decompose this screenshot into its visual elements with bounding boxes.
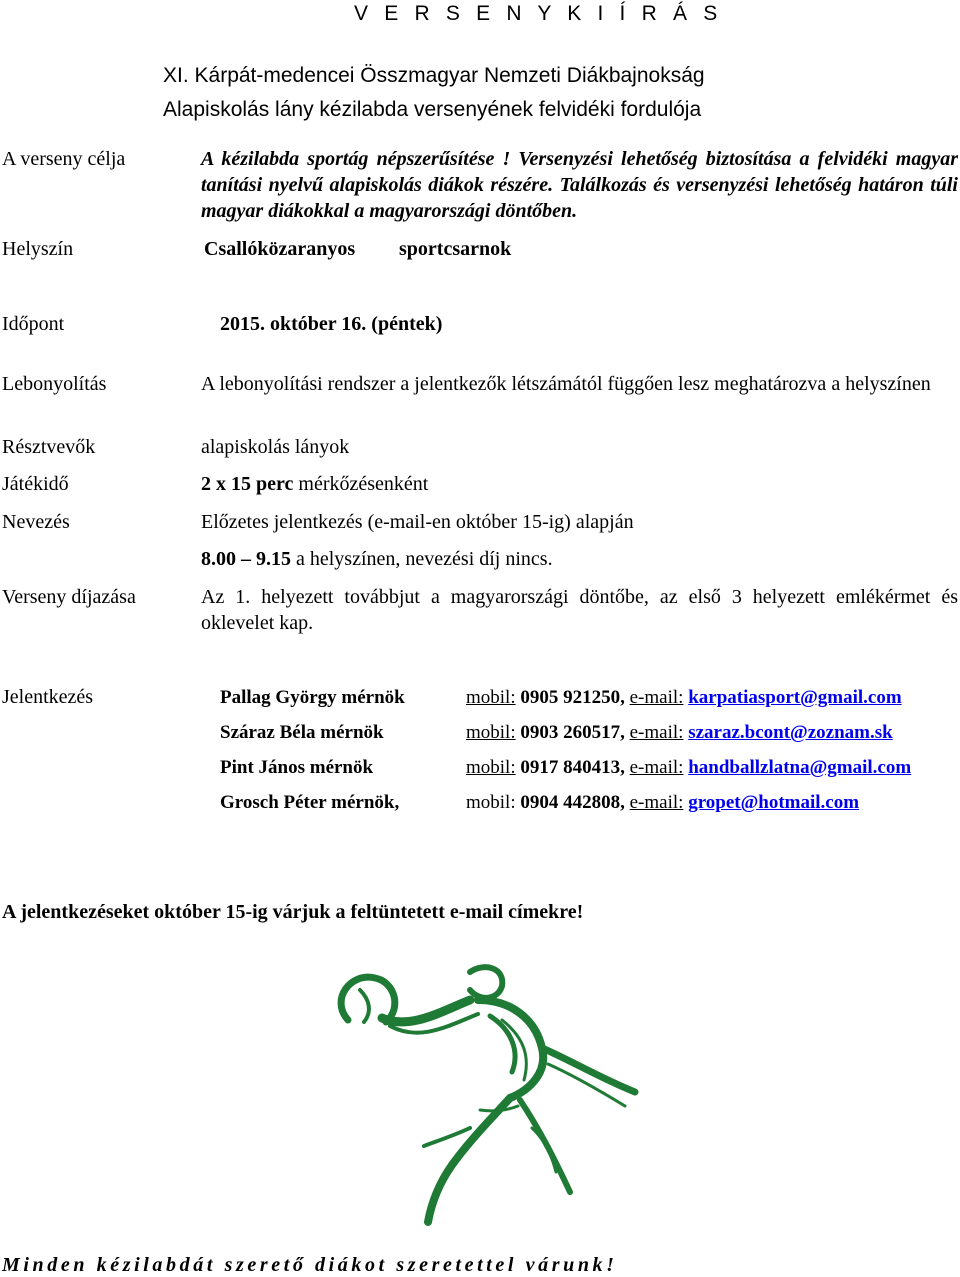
contact-email-link[interactable]: gropet@hotmail.com [688, 792, 860, 813]
participants-label: Résztvevők [2, 436, 96, 458]
playtime-unit: mérkőzésenként [293, 473, 429, 495]
contact-info [466, 722, 893, 744]
entry-label: Nevezés [2, 511, 70, 533]
contact-phone: 0905 921250, [520, 687, 625, 708]
contact-name: Száraz Béla mérnök [220, 722, 384, 743]
contact-info [466, 792, 859, 814]
email-label: e-mail: [629, 722, 684, 743]
contact-email-link[interactable]: karpatiasport@gmail.com [688, 687, 902, 708]
contact-info [466, 687, 902, 709]
prizes-label: Verseny díjazása [2, 586, 136, 608]
format-label: Lebonyolítás [2, 373, 107, 395]
goal-label: A verseny célja [2, 148, 126, 170]
date-label: Időpont [2, 313, 65, 335]
venue-building: sportcsarnok [399, 238, 512, 260]
email-label: e-mail: [629, 757, 684, 778]
playtime-value [201, 473, 428, 496]
mobil-label: mobil: [466, 757, 516, 778]
contact-name: Pint János mérnök [220, 757, 374, 778]
entry-text: Előzetes jelentkezés (e-mail-en október 15-ig) alapján [201, 511, 634, 533]
contact-name: Grosch Péter mérnök, [220, 792, 400, 813]
date-value: 2015. október 16. (péntek) [220, 313, 443, 335]
closing-invitation: Minden kézilabdát szerető diákot szeretettel várunk! [2, 1254, 618, 1276]
entry-time [201, 548, 553, 571]
contact-phone: 0903 260517, [520, 722, 625, 743]
contact-info [466, 757, 911, 779]
event-title: XI. Kárpát-medencei Összmagyar Nemzeti Diákbajnokság [163, 64, 705, 87]
handball-player-logo [320, 960, 650, 1230]
prizes-text: Az 1. helyezett továbbjut a magyarországi döntőbe, az első 3 helyezett emlékérmet és oklevelet kap. [201, 586, 958, 634]
mobil-label: mobil: [466, 722, 516, 743]
venue-label: Helyszín [2, 238, 74, 260]
contact-phone: 0904 442808, [520, 792, 625, 813]
entry-time-note: a helyszínen, nevezési díj nincs. [291, 548, 553, 570]
participants-value: alapiskolás lányok [201, 436, 350, 458]
goal-text: A kézilabda sportág népszerűsítése ! Versenyzési lehetőség biztosítása a felvidéki magyar tanítási nyelvű alapiskolás diákok részére. Találkozás és versenyzési lehetőség határon túli magyar diákokkal a magyarországi döntőben. [201, 148, 958, 222]
venue-place: Csallóközaranyos [204, 238, 356, 260]
mobil-label: mobil: [466, 687, 516, 708]
email-label: e-mail: [629, 792, 684, 813]
registration-deadline-notice: A jelentkezéseket október 15-ig várjuk a feltüntetett e-mail címekre! [2, 901, 584, 923]
format-text: A lebonyolítási rendszer a jelentkezők létszámától függően lesz meghatározva a helyszínen [201, 373, 931, 395]
email-label: e-mail: [629, 687, 684, 708]
contact-phone: 0917 840413, [520, 757, 625, 778]
event-subtitle: Alapiskolás lány kézilabda versenyének felvidéki fordulója [163, 98, 702, 121]
contact-name: Pallag György mérnök [220, 687, 405, 708]
entry-time-range: 8.00 – 9.15 [201, 548, 291, 570]
contact-email-link[interactable]: handballzlatna@gmail.com [688, 757, 912, 778]
mobil-label: mobil: [466, 792, 516, 813]
registration-label: Jelentkezés [2, 686, 94, 708]
contact-email-link[interactable]: szaraz.bcont@zoznam.sk [688, 722, 893, 743]
playtime-duration: 2 x 15 perc [201, 473, 294, 495]
document-kicker: V E R S E N Y K I Í R Á S [354, 2, 723, 25]
playtime-label: Játékidő [2, 473, 69, 495]
